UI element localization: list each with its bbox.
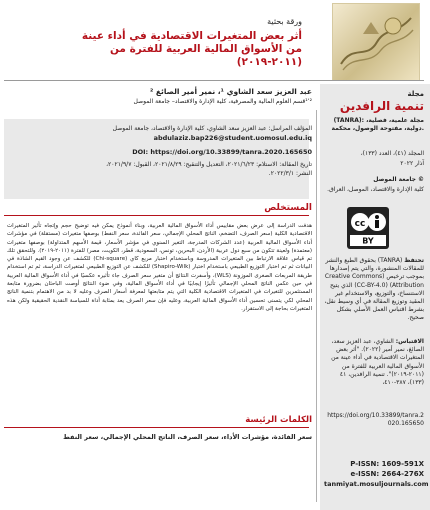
header-divider (4, 80, 424, 81)
keywords-list: سعر الفائدة، مؤشرات الأداء، سعر الصرف، الناتج المحلي الإجمالي، سعر النفط (63, 433, 312, 441)
citation-doi-link[interactable]: https://doi.org/10.33899/tanra.2020.165650 (327, 412, 424, 428)
citation-block (324, 338, 424, 387)
license-body: (TANRA) بحقوق الطبع والنشر للمقالات المنشورة، والتي يتم إصدارها بموجب ترخيص (Creative Commons Attribution) (CC-BY-4.0) الذي يتيح الاستنساخ، والتوزيع، والاستخدام غير المقيد وتوزيع المقالة في أي وسيط نقل، بشرط اقتباس العمل الأصلي بشكل صحيح. (324, 257, 424, 322)
column-divider (316, 110, 317, 502)
journal-website-link[interactable]: tanmiyat.mosuljournals.com (324, 480, 429, 488)
journal-logo (332, 3, 420, 81)
keywords-divider (4, 427, 309, 428)
paper-title: أثر بعض المتغيرات الاقتصادية في أداء عينة من الأسواق المالية العربية للفترة من (٢٠١١-٢٠١٩) (81, 30, 302, 68)
abstract-heading: المستخلص (264, 203, 312, 213)
journal-description: (TANRA): مجلة علمية، فصلية، دولية، مفتوحة الوصول، محكمة. (331, 117, 424, 133)
journal-name: تنمية الرافدين (339, 99, 424, 113)
print-issn: P-ISSN: 1609-591X (350, 460, 424, 468)
keywords-heading: الكلمات الرئيسة (245, 415, 312, 425)
svg-text:BY: BY (362, 236, 374, 246)
corresponding-author: المؤلف المراسل: عبد العزيز سعد الشاوي، كلية الإدارة والاقتصاد، جامعة الموصل (112, 125, 312, 132)
article-dates-line2: النشر: ٢٠٢٢/٣/١. (268, 169, 312, 177)
electronic-issn: e-ISSN: 2664-276X (350, 470, 424, 478)
svg-text:cc: cc (354, 219, 366, 229)
journal-label: مجلة (407, 90, 424, 98)
journal-volume: المجلد (٤١)، العدد (١٣٣)، (360, 150, 424, 157)
author-affiliation: ¹٬²قسم العلوم المالية والمصرفية، كلية الإدارة والاقتصاد– جامعة الموصل (133, 98, 312, 105)
license-prefix: تحتفظ (404, 257, 424, 264)
citation-label: الاقتباس: (395, 338, 424, 345)
license-text (324, 257, 424, 323)
author-email-link[interactable]: abdulaziz.bap226@student.uomosul.edu.iq (153, 134, 312, 142)
copyright-line: © جامعة الموصل (373, 176, 424, 183)
abstract-divider (4, 215, 309, 216)
abstract-text: هدفت الدراسة إلى عرض بعض مقاييس أداء الأسواق المالية العربية، وبناء أنموذج يمكن فيه توضيح حجم وإتجاه تأثير المتغيرات الاقتصادية الكلية (سعر الصرف، التضخم، الناتج المحلي الإجمالي، سعر الفائدة، سعر النفط) بوصفها متغيرات (مستقلة) في مؤشرات أداء الأسواق المالية العربية (عدد الشركات المدرجة، التغير السنوي في مؤشر الأسعار، قيمة الأسهم المتداولة) بوصفها متغيرات (معتمدة) ولعينة تتكون من سبع دول عربية (الأردن، البحرين، تونس، السعودية، قطر، الكويت، مصر) للفترة (٢٠١١-٢٠١٩). وللتحقق تلك تم قياس علاقة الارتباط بين المتغيرات المدروسة وباستخدام اختبار مربع كاي (Chi-square) للكشف عن وجود القيم الشاذة في البيانات ثم تم اختبار التوزيع الطبيعي باستخدام اختبار (Shapiro-Wilk) للكشف عن التوزيع الطبيعي لمتغيرات الدراسة، ثم تم استخدام طريقة المربعات الصغرى الموزونة (WLS)، وأسفرت النتائج أن متغير سعر الصرف جاء تأثيره عكسيًا في أداء الأسواق المالية العربية في حين عكس الناتج المحلي الإجمالي تأثيرًا إيجابيًا في أداء الأسواق المالية، وفي ضوء النتائج أوصت الباحثان بضرورة متابعة المستثمرين للتغيرات في المتغيرات الاقتصادية الكلية التي يتم متابعتها لمعرفة أسعار الصرف وعليه لا بد من الاهتمام بتنمية الناتج المحلي لكي يتسنى تحسين أداء الأسواق المالية العربية، وعليه فإن سعر الصرف يعد بمثابة أداة للسياسة النقدية الحقيقية ولكن هذه المتغيرات بحاجة إلى الاستقرار. (7, 223, 312, 312)
journal-date: آذار ٢٠٢٢ (400, 160, 424, 167)
journal-logo-emblem-icon (333, 4, 419, 80)
citation-text: الشاوي، عبد العزيز سعد، الصائغ، نمير أمير (٢٠٢٢). "أثر بعض المتغيرات الاقتصادية في أداء عينة من الأسواق المالية العربية للفترة من (٢٠١١-٢٠١٩)". تنمية الرافدين، ٤١ (١٣٣)، ٣٨٧-٤١٠، (331, 338, 424, 387)
article-dates (7, 161, 312, 178)
article-doi-link[interactable]: DOI: https://doi.org/10.33899/tanra.2020.165650 (132, 148, 312, 156)
article-dates-line1: تاريخ المقالة: الاستلام: ٢٠٢١/٦/٢٣، التعديل والتنقيح: ٢٠٢١/٨/٢٩، القبول: ٢٠٢١/٩/٧، (106, 161, 312, 168)
creative-commons-icon (346, 206, 390, 250)
author-names: عبد العزيز سعد الشاوي ¹، نمير أمير الصائغ ² (150, 87, 312, 96)
section-label: ورقة بحثية (267, 17, 302, 26)
college-line: كلية الإدارة والاقتصاد، الموصل، العراق. (327, 186, 424, 193)
cc-license-badge[interactable] (346, 206, 390, 250)
